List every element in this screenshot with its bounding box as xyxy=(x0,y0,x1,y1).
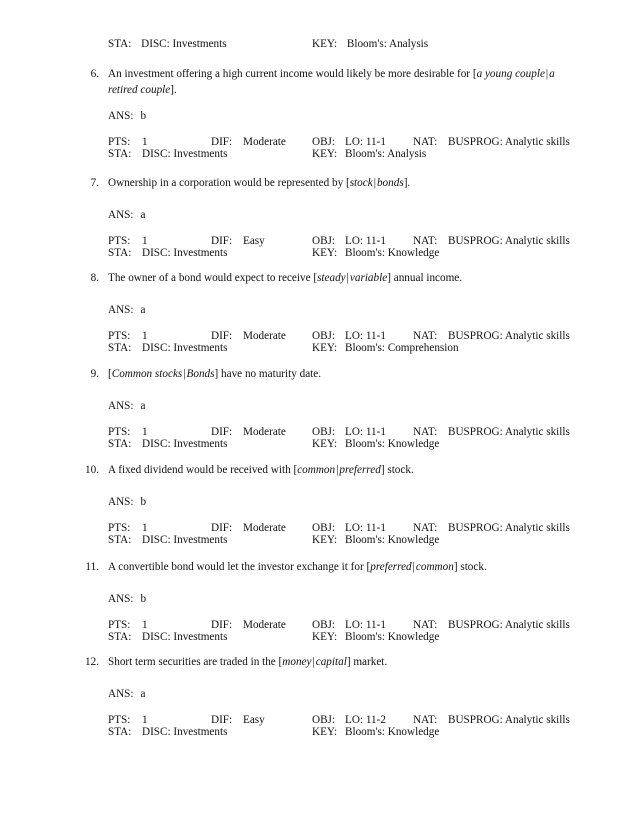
dif-value: Moderate xyxy=(243,619,286,631)
top-key-row xyxy=(312,38,428,51)
answer-row xyxy=(108,110,146,123)
answer-value: a xyxy=(140,400,146,412)
question-text-line-2 xyxy=(108,84,177,97)
option-2: variable xyxy=(349,272,388,284)
nat-value: BUSPROG: Analytic skills xyxy=(448,426,570,438)
key-label: KEY: xyxy=(312,726,338,738)
option-1: steady xyxy=(317,272,346,284)
dif-label: DIF: xyxy=(211,330,233,342)
answer-label: ANS: xyxy=(108,496,134,508)
nat-label: NAT: xyxy=(413,714,438,726)
sta-label: STA: xyxy=(108,438,132,450)
answer-value: b xyxy=(140,496,147,508)
question-text-before: Short term securities are traded in the [ xyxy=(108,656,283,668)
sta-label: STA: xyxy=(108,148,132,160)
pts-value: 1 xyxy=(142,619,148,631)
pts-value: 1 xyxy=(142,426,148,438)
pts-label: PTS: xyxy=(108,136,131,148)
obj-value: LO: 11-1 xyxy=(345,136,386,148)
obj-label: OBJ: xyxy=(312,136,336,148)
sta-value: DISC: Investments xyxy=(142,247,228,259)
top-sta-row xyxy=(108,38,227,51)
dif-value: Moderate xyxy=(243,330,286,342)
pts-label: PTS: xyxy=(108,619,131,631)
sta-label: STA: xyxy=(108,534,132,546)
option-separator: | xyxy=(336,464,339,476)
question-number: 9. xyxy=(90,368,99,380)
answer-row xyxy=(108,688,145,701)
question-text xyxy=(108,68,555,81)
answer-label: ANS: xyxy=(108,304,134,316)
sta-label: STA: xyxy=(108,247,132,259)
question-text-before: An investment offering a high current income would likely be more desirable for [ xyxy=(108,68,477,80)
key-label: KEY: xyxy=(312,342,338,354)
nat-value: BUSPROG: Analytic skills xyxy=(448,330,570,342)
obj-value: LO: 11-1 xyxy=(345,619,386,631)
key-value: Bloom's: Knowledge xyxy=(345,247,440,259)
nat-label: NAT: xyxy=(413,619,438,631)
nat-label: NAT: xyxy=(413,426,438,438)
option-1: money xyxy=(282,656,312,668)
question-text xyxy=(108,177,410,190)
dif-label: DIF: xyxy=(211,136,233,148)
key-label: KEY: xyxy=(312,534,338,546)
option-separator: | xyxy=(412,561,415,573)
dif-label: DIF: xyxy=(211,522,233,534)
pts-value: 1 xyxy=(142,136,148,148)
answer-row xyxy=(108,400,145,413)
nat-value: BUSPROG: Analytic skills xyxy=(448,714,570,726)
sta-label: STA: xyxy=(108,631,132,643)
dif-value: Moderate xyxy=(243,522,286,534)
dif-value: Easy xyxy=(243,235,265,247)
question-text xyxy=(108,368,321,381)
question-text xyxy=(108,656,387,669)
option-2: capital xyxy=(315,656,347,668)
key-label: KEY: xyxy=(312,247,338,259)
key-label: KEY: xyxy=(312,438,338,450)
nat-label: NAT: xyxy=(413,522,438,534)
sta-value: DISC: Investments xyxy=(141,38,227,50)
question-text xyxy=(108,272,462,285)
sta-value: DISC: Investments xyxy=(142,342,228,354)
dif-value: Moderate xyxy=(243,136,286,148)
question-number: 8. xyxy=(90,272,99,284)
key-label: KEY: xyxy=(312,38,338,50)
pts-value: 1 xyxy=(142,522,148,534)
question-text-after: ] stock. xyxy=(380,464,414,476)
answer-value: a xyxy=(140,688,146,700)
sta-label: STA: xyxy=(108,726,132,738)
answer-label: ANS: xyxy=(108,400,134,412)
nat-value: BUSPROG: Analytic skills xyxy=(448,522,570,534)
nat-value: BUSPROG: Analytic skills xyxy=(448,619,570,631)
answer-row xyxy=(108,593,146,606)
key-value: Bloom's: Knowledge xyxy=(345,534,440,546)
question-text-after: ] annual income. xyxy=(387,272,463,284)
key-value: Bloom's: Knowledge xyxy=(345,438,440,450)
obj-value: LO: 11-2 xyxy=(345,714,386,726)
dif-label: DIF: xyxy=(211,619,233,631)
option-2-continued: retired couple xyxy=(108,84,171,96)
question-text xyxy=(108,464,414,477)
option-separator: | xyxy=(312,656,315,668)
key-value: Bloom's: Knowledge xyxy=(345,726,440,738)
answer-row xyxy=(108,209,145,222)
key-label: KEY: xyxy=(312,148,338,160)
question-text-before: [ xyxy=(108,368,112,380)
answer-label: ANS: xyxy=(108,209,134,221)
obj-label: OBJ: xyxy=(312,619,336,631)
pts-label: PTS: xyxy=(108,714,131,726)
dif-value: Moderate xyxy=(243,426,286,438)
nat-label: NAT: xyxy=(413,136,438,148)
question-text-before: The owner of a bond would expect to receive [ xyxy=(108,272,318,284)
pts-label: PTS: xyxy=(108,522,131,534)
pts-value: 1 xyxy=(142,235,148,247)
sta-value: DISC: Investments xyxy=(142,631,228,643)
pts-value: 1 xyxy=(142,330,148,342)
question-number: 7. xyxy=(90,177,99,189)
key-value: Bloom's: Analysis xyxy=(345,148,427,160)
obj-value: LO: 11-1 xyxy=(345,330,386,342)
question-text-after: ]. xyxy=(403,177,411,189)
pts-label: PTS: xyxy=(108,330,131,342)
nat-label: NAT: xyxy=(413,235,438,247)
pts-label: PTS: xyxy=(108,426,131,438)
answer-label: ANS: xyxy=(108,593,134,605)
option-separator: | xyxy=(346,272,349,284)
answer-value: a xyxy=(140,304,146,316)
answer-label: ANS: xyxy=(108,110,134,122)
dif-label: DIF: xyxy=(211,426,233,438)
obj-value: LO: 11-1 xyxy=(345,235,386,247)
sta-value: DISC: Investments xyxy=(142,148,228,160)
question-number: 10. xyxy=(85,464,99,476)
answer-label: ANS: xyxy=(108,688,134,700)
obj-label: OBJ: xyxy=(312,714,336,726)
pts-label: PTS: xyxy=(108,235,131,247)
answer-value: b xyxy=(140,593,147,605)
question-text-after: ] have no maturity date. xyxy=(214,368,322,380)
option-2: a xyxy=(549,68,555,80)
answer-row xyxy=(108,304,145,317)
option-1: common xyxy=(297,464,336,476)
key-value: Bloom's: Analysis xyxy=(346,38,429,50)
answer-row xyxy=(108,496,146,509)
dif-label: DIF: xyxy=(211,235,233,247)
pts-value: 1 xyxy=(142,714,148,726)
nat-label: NAT: xyxy=(413,330,438,342)
obj-label: OBJ: xyxy=(312,522,336,534)
option-separator: | xyxy=(373,177,376,189)
option-1: preferred xyxy=(370,561,412,573)
nat-value: BUSPROG: Analytic skills xyxy=(448,235,570,247)
question-number: 6. xyxy=(90,68,99,80)
option-1: Common stocks xyxy=(111,368,183,380)
question-text-before: A convertible bond would let the investor exchange it for [ xyxy=(108,561,371,573)
option-2: preferred xyxy=(339,464,381,476)
sta-value: DISC: Investments xyxy=(142,534,228,546)
question-text-before: Ownership in a corporation would be represented by [ xyxy=(108,177,350,189)
obj-value: LO: 11-1 xyxy=(345,522,386,534)
option-1: a young couple xyxy=(476,68,545,80)
option-2: common xyxy=(415,561,454,573)
question-text-after: ] stock. xyxy=(453,561,487,573)
answer-value: b xyxy=(140,110,147,122)
option-separator: | xyxy=(183,368,186,380)
sta-value: DISC: Investments xyxy=(142,726,228,738)
answer-value: a xyxy=(140,209,146,221)
sta-label: STA: xyxy=(108,38,132,50)
obj-label: OBJ: xyxy=(312,330,336,342)
question-text-before: A fixed dividend would be received with [ xyxy=(108,464,298,476)
key-label: KEY: xyxy=(312,631,338,643)
option-2: bonds xyxy=(376,177,404,189)
nat-value: BUSPROG: Analytic skills xyxy=(448,136,570,148)
dif-value: Easy xyxy=(243,714,265,726)
option-separator: | xyxy=(545,68,549,80)
option-2: Bonds xyxy=(186,368,215,380)
question-number: 11. xyxy=(85,561,99,573)
obj-label: OBJ: xyxy=(312,235,336,247)
question-number: 12. xyxy=(85,656,99,668)
obj-value: LO: 11-1 xyxy=(345,426,386,438)
sta-label: STA: xyxy=(108,342,132,354)
dif-label: DIF: xyxy=(211,714,233,726)
option-1: stock xyxy=(349,177,373,189)
question-text-after: ] market. xyxy=(346,656,388,668)
question-text-after: ]. xyxy=(170,84,177,96)
key-value: Bloom's: Knowledge xyxy=(345,631,440,643)
question-text xyxy=(108,561,487,574)
key-value: Bloom's: Comprehension xyxy=(345,342,459,354)
sta-value: DISC: Investments xyxy=(142,438,228,450)
obj-label: OBJ: xyxy=(312,426,336,438)
